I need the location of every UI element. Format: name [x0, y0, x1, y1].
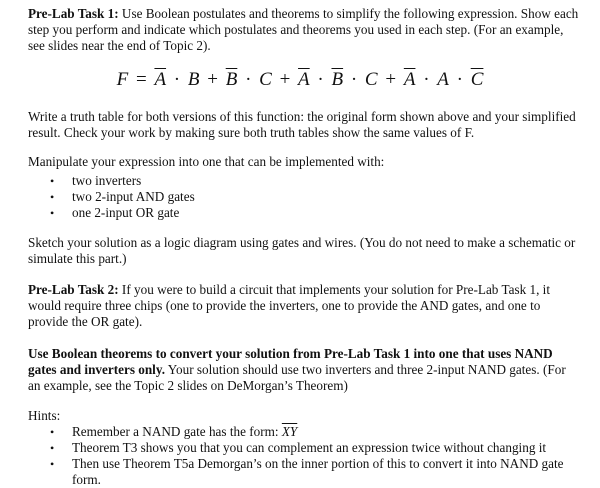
hints-label: Hints:	[28, 408, 61, 423]
task1-intro-text: Use Boolean postulates and theorems to simplify the following expression. Show each step you perform and indicate which postulates and theorems you used in each step. (For an example, see slides near the end of Topic 2).	[28, 6, 579, 53]
list-item: • Then use Theorem T5a Demorgan’s on the inner portion of this to convert it into NAND gate form.	[50, 456, 564, 487]
eq-A-bar: $\overline{A}$	[298, 69, 310, 90]
eq-equals: =	[135, 69, 147, 90]
eq-B: B	[187, 69, 200, 90]
task2-instruction-paragraph	[28, 346, 580, 394]
manipulate-paragraph: Manipulate your expression into one that can be implemented with:	[28, 154, 385, 169]
eq-dot: ·	[423, 69, 430, 90]
eq-A: A	[437, 69, 449, 90]
eq-C: C	[364, 69, 378, 90]
truth-table-paragraph: Write a truth table for both versions of this function: the original form shown above and your simplified result. Check your work by making sure both truth tables show the same values of F.	[28, 109, 576, 140]
eq-plus: +	[385, 69, 397, 90]
eq-dot: ·	[456, 69, 463, 90]
task2-intro-text: If you were to build a circuit that implements your solution for Pre-Lab Task 1, it would require three chips (one to provide the inverters, one to provide the AND gates, and one to provide the OR gate).	[28, 282, 550, 329]
eq-plus: +	[279, 69, 291, 90]
task2-bold-instruction: Use Boolean theorems to convert your solution from Pre-Lab Task 1 into one that uses NAND gates and inverters only.	[28, 346, 553, 377]
task1-heading: Pre-Lab Task 1:	[28, 6, 119, 21]
eq-dot: ·	[245, 69, 252, 90]
task1-intro-paragraph	[28, 6, 580, 54]
eq-A-bar: $\overline{A}$	[154, 69, 167, 90]
task2-intro-paragraph	[28, 282, 580, 330]
eq-B-bar: $\overline{B}$	[331, 69, 344, 90]
boolean-expression	[0, 68, 600, 92]
component-list	[50, 173, 195, 221]
eq-F: F	[116, 69, 129, 90]
eq-C-bar: $\overline{C}$	[470, 69, 484, 90]
bullet-icon: •	[50, 425, 55, 439]
list-item: • two 2-input AND gates	[50, 189, 195, 204]
list-item: • Remember a NAND gate has the form: $\overline{XY}$	[50, 424, 298, 439]
eq-A-bar: $\overline{A}$	[403, 69, 416, 90]
list-item: • two inverters	[50, 173, 142, 188]
bullet-icon: •	[50, 441, 55, 455]
eq-plus: +	[207, 69, 218, 90]
bullet-icon: •	[50, 190, 55, 204]
bullet-icon: •	[50, 206, 55, 220]
sketch-paragraph: Sketch your solution as a logic diagram using gates and wires. (You do not need to make a schematic or simulate this part.)	[28, 235, 576, 266]
task2-heading: Pre-Lab Task 2:	[28, 282, 119, 297]
eq-dot: ·	[173, 69, 181, 90]
hints-list	[50, 424, 572, 488]
bullet-icon: •	[50, 174, 55, 188]
list-item: • Theorem T3 shows you that you can complement an expression twice without changing it	[50, 440, 547, 455]
eq-C: C	[259, 69, 272, 90]
eq-dot: ·	[317, 69, 324, 90]
bullet-icon: •	[50, 457, 55, 471]
list-item: • one 2-input OR gate	[50, 205, 180, 220]
eq-dot: ·	[350, 69, 358, 90]
nand-expression: $\overline{XY}$	[281, 424, 298, 439]
task2-rest-instruction: Your solution should use two inverters and three 2-input NAND gates. (For an example, see the Topic 2 slides on DeMorgan’s Theorem)	[28, 362, 566, 393]
eq-B-bar: $\overline{B}$	[225, 69, 238, 90]
